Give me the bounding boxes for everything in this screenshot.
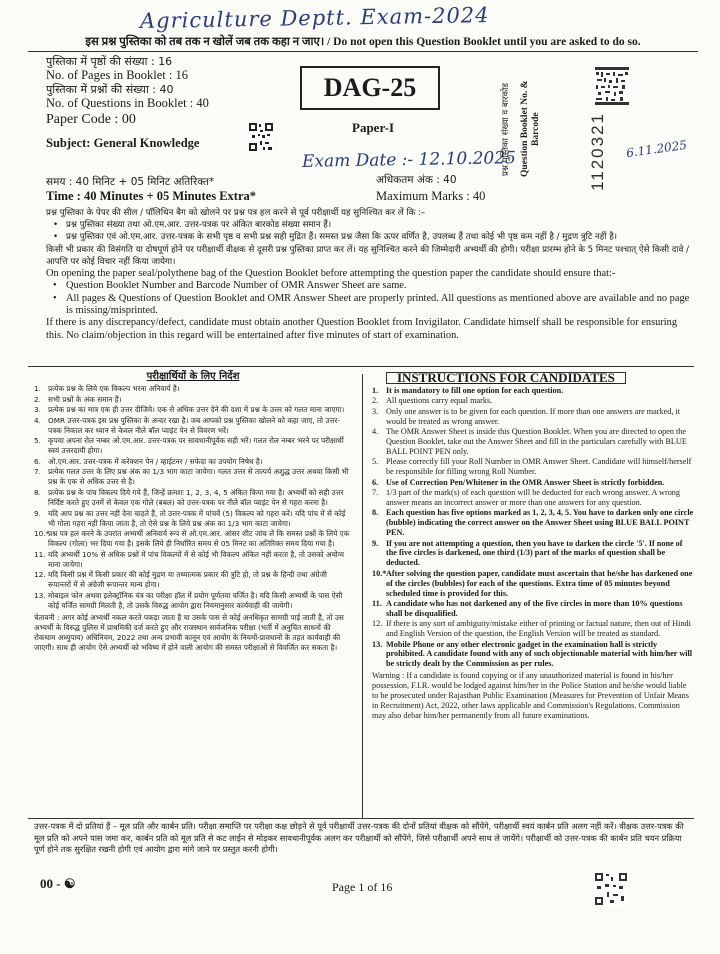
max-marks-english: Maximum Marks : 40 [376, 189, 486, 203]
item-number: 3. [34, 405, 41, 415]
english-instruction-item [372, 619, 694, 639]
item-number: 5. [372, 457, 379, 467]
item-number: 11. [34, 549, 46, 559]
hindi-instruction-item [34, 457, 352, 467]
item-number: 9. [34, 508, 41, 518]
hindi-instruction-item [34, 570, 352, 590]
subject: Subject: General Knowledge [46, 135, 200, 150]
english-instruction-item [372, 386, 694, 396]
handwritten-signature: 6.11.2025 [625, 137, 688, 161]
item-number: 4. [372, 427, 379, 437]
item-number: 10.* [34, 529, 50, 539]
pages-count-english: No. of Pages in Booklet : 16 [46, 68, 189, 83]
item-text: Use of Correction Pen/Whitener in the OMR Answer Sheet is strictly forbidden. [386, 477, 665, 487]
questions-count-english: No. of Questions in Booklet : 40 [46, 95, 209, 110]
item-number: 12. [34, 570, 46, 580]
item-number: 13. [34, 590, 46, 600]
english-instruction-item [372, 488, 694, 508]
english-instruction-item [372, 508, 694, 538]
hindi-instruction-item [34, 550, 352, 570]
item-text: सभी प्रश्नों के अंक समान हैं। [48, 394, 122, 404]
barcode-icon [594, 66, 630, 106]
hindi-instruction-item [34, 436, 352, 456]
item-text: It is mandatory to fill one option for each question. [386, 385, 564, 395]
item-text: After solving the question paper, candidate must ascertain that he/she has darkened one of the circles (bubbles) for each of the questions. Extra time of 05 minutes beyond scheduled time is provided for this. [386, 568, 693, 598]
english-instruction-item [372, 640, 694, 670]
item-text: ओ.एम.आर. उत्तर-पत्रक में करेक्शन पेन / व्हाईटनर / सफेदा का उपयोग निषेध है। [48, 456, 263, 466]
handwritten-exam-date: Exam Date :- 12.10.2025 [301, 148, 517, 172]
item-number: 6. [372, 477, 379, 487]
intro-english-lead: On opening the paper seal/polythene bag of the Question Booklet before attempting the question paper the candidate should ensure that:- [46, 268, 616, 280]
booklet-number-label-english: Question Booklet No. & Barcode [520, 80, 541, 178]
intro-english-point: • All pages & Questions of Question Booklet and OMR Answer Sheet are properly printed. All questions as mentioned above are available and no page is missing/misprinted. [46, 293, 696, 318]
booklet-serial-number: 1120321 [588, 112, 607, 191]
opening-instructions [46, 207, 696, 342]
intro-hindi-tail: किसी भी प्रकार की विसंगति या दोषपूर्ण होने पर परीक्षार्थी वीक्षक से दूसरी प्रश्न पुस्तिका प्राप्त कर लें। यह सुनिश्चित करने की जिम्मेदारी अभ्यर्थी की होगी। परीक्षा प्रारम्भ होने के 5 मिनट पश्चात् ऐसे किसी दावे / आपत्ति पर कोई विचार नहीं किया जायेगा। [46, 244, 689, 267]
hindi-instruction-list [34, 384, 352, 611]
item-number: 11. [372, 598, 382, 608]
item-number: 12. [372, 619, 383, 629]
time-and-marks [46, 174, 486, 205]
item-text: प्रत्येक प्रश्न के पांच विकल्प दिये गये हैं, जिन्हें क्रमशः 1, 2, 3, 4, 5 अंकित किया गया है। अभ्यर्थी को सही उत्तर निर्दिष्ट करते हुए उनमें से केवल एक गोले (बबल) को उत्तर-पत्रक पर नीले बॉल प्वाइंट पेन से गहरा करना है। [48, 488, 344, 508]
top-notice: इस प्रश्न पुस्तिका को तब तक न खोलें जब तक कहा न जाए। / Do not open this Question Booklet until you are asked to do so. [28, 34, 698, 52]
hindi-instruction-item [34, 591, 352, 611]
item-text: The OMR Answer Sheet is inside this Question Booklet. When you are directed to open the Question Booklet, take out the Answer Sheet and fill in the particulars carefully with BLUE BALL POINT PEN only. [386, 427, 687, 456]
time-english: Time : 40 Minutes + 05 Minutes Extra* [46, 189, 257, 203]
intro-hindi-point: • प्रश्न पुस्तिका एवं ओ.एम.आर. उत्तर-पत्रक के सभी पृष्ठ व सभी प्रश्न सही मुद्रित हैं। समस्त प्रश्न जैसा कि ऊपर वर्णित है, उपलब्ध हैं तथा कोई भी पृष्ठ कम नहीं है / मुद्रण त्रुटि नहीं है। [46, 231, 696, 243]
item-text: कृपया अपना रोल नम्बर ओ.एम.आर. उत्तर-पत्रक पर सावधानीपूर्वक सही भरें। गलत रोल नम्बर भरने पर परीक्षार्थी स्वयं उत्तरदायी होगा। [48, 436, 344, 456]
item-number: 10.* [372, 568, 387, 578]
item-text: Mobile Phone or any other electronic gadget in the examination hall is strictly prohibited. A candidate found with any of such objectionable material with him/her will be strictly dealt by the Commission as per rules. [386, 639, 693, 669]
item-number: 3. [372, 406, 379, 416]
item-text: प्रत्येक प्रश्न का मात्र एक ही उत्तर दीजिये। एक से अधिक उत्तर देने की दशा में प्रश्न के उत्तर को गलत माना जाएगा। [48, 405, 345, 415]
hindi-instruction-item [34, 395, 352, 405]
divider [28, 366, 694, 367]
item-number: 5. [34, 436, 41, 446]
booklet-number-label-hindi: प्रश्न पुस्तिका संख्या व बारकोड [501, 83, 511, 177]
english-warning: Warning : If a candidate is found copying or if any unauthorized material is found in his/her possession, F.I.R. would be lodged against him/her in the Police Station and he/she would liable to be prosecuted under Rajasthan Public Examination (Measures for Prevention of Unfair Means in Recruitment) Act, 2022, other laws applicable and Commission's Regulations. Commission may also debar him/her permanently from all future examinations. [372, 671, 689, 720]
item-number: 8. [34, 488, 41, 498]
english-instruction-item [372, 599, 694, 619]
item-number: 9. [372, 538, 379, 548]
item-text: If you are not attempting a question, then you have to darken the circle '5'. If none of the five circles is darkened, one third (1/3) part of the marks of question shall be deducted. [386, 538, 683, 568]
item-text: 1/3 part of the mark(s) of each question will be deducted for each wrong answer. A wrong answer means an incorrect answer or more than one answers for any question. [386, 487, 680, 507]
item-text: Only one answer is to be given for each question. If more than one answers are marked, it would be treated as wrong answer. [386, 406, 680, 426]
time-hindi: समय : 40 मिनिट + 05 मिनिट अतिरिक्त* [46, 176, 215, 188]
max-marks-hindi: अधिकतम अंक : 40 [376, 174, 457, 186]
intro-hindi-lead: प्रश्न पुस्तिका के पेपर की सील / पॉलिथिन बैग को खोलने पर प्रश्न पत्र हल करने से पूर्व परीक्षार्थी यह सुनिश्चित कर लें कि :– [46, 208, 426, 218]
item-text: A candidate who has not darkened any of the five circles in more than 10% questions shall be disqualified. [386, 598, 683, 618]
hindi-instructions [34, 372, 352, 653]
pages-count-hindi: पुस्तिका में पृष्ठों की संख्या : 16 [46, 55, 173, 68]
item-text: प्रत्येक प्रश्न के लिये एक विकल्प भरना अनिवार्य है। [48, 384, 180, 394]
item-number: 4. [34, 415, 41, 425]
footer-barcode-icon [594, 872, 628, 906]
handwritten-exam-title: Agriculture Deptt. Exam-2024 [139, 2, 490, 34]
column-divider [362, 374, 363, 818]
english-instruction-item [372, 539, 694, 569]
intro-hindi-points [46, 219, 696, 243]
item-text: OMR उत्तर-पत्रक इस प्रश्न पुस्तिका के अन्दर रखा है। जब आपको प्रश्न पुस्तिका खोलने को कहा जाए, तो उत्तर-पत्रक निकाल कर ध्यान से केवल नीले बॉल प्वाइंट पेन से विवरण भरें। [48, 415, 341, 435]
hindi-instruction-item [34, 529, 352, 549]
english-instruction-item [372, 478, 694, 488]
hindi-instruction-item [34, 405, 352, 415]
item-text: Each question has five options marked as 1, 2, 3, 4, 5. You have to darken only one circle (bubble) indicating the correct answer on the Answer Sheet using BLUE BALL POINT PEN. [386, 508, 694, 538]
english-instruction-list [372, 386, 694, 669]
english-instructions-title: INSTRUCTIONS FOR CANDIDATES [386, 372, 626, 384]
hindi-instruction-item [34, 488, 352, 508]
footer-code: 00 - ☯ [40, 876, 76, 891]
booklet-code-box: DAG-25 [300, 66, 440, 110]
hindi-instruction-item [34, 467, 352, 487]
item-text: प्रश्न पत्र हल करने के उपरांत अभ्यर्थी अनिवार्य रूप से ओ.एम.आर. आंसर शीट जांच लें कि समस्त प्रश्नों के लिये एक विकल्प (गोला) भर दिया गया है। इसके लिये ही निर्धारित समय से 05 मिनट का अतिरिक्त समय दिया गया है। [48, 529, 350, 549]
qr-code-icon [248, 122, 274, 152]
booklet-details [46, 56, 209, 151]
intro-english-tail: If there is any discrepancy/defect, candidate must obtain another Question Booklet from Invigilator. Candidate himself shall be responsible for ensuring this. No claim/objection in this regard will be entertained after five minutes of start of examination. [46, 317, 678, 341]
paper-code: Paper Code : 00 [46, 112, 136, 128]
hindi-instruction-item [34, 416, 352, 436]
item-number: 2. [372, 396, 379, 406]
item-number: 1. [34, 384, 41, 394]
english-instruction-item [372, 427, 694, 457]
item-text: यदि किसी प्रश्न में किसी प्रकार की कोई मुद्रण या तथ्यात्मक प्रकार की त्रुटि हो, तो प्रश्न के हिन्दी तथा अंग्रेजी रूपान्तरों में से अंग्रेजी रूपान्तर मान्य होगा। [48, 570, 327, 590]
hindi-instructions-title: परीक्षार्थियों के लिए निर्देश [146, 371, 240, 382]
item-text: यदि अभ्यर्थी 10% से अधिक प्रश्नों में पांच विकल्पों में से कोई भी विकल्प अंकित नहीं करता है, तो उसको अयोग्य माना जायेगा। [48, 549, 344, 569]
hindi-instruction-item [34, 384, 352, 394]
item-number: 7. [34, 467, 41, 477]
item-text: यदि आप प्रश्न का उत्तर नहीं देना चाहते हैं, तो उत्तर-पत्रक में पांचवें (5) विकल्प को गहरा करें। यदि पांच में से कोई भी गोला गहरा नहीं किया जाता है, तो ऐसे प्रश्न के लिये प्रश्न अंक का 1/3 भाग काटा जायेगा। [48, 508, 346, 528]
english-instruction-item [372, 396, 694, 406]
english-instruction-item [372, 407, 694, 427]
item-number: 13. [372, 639, 383, 649]
english-instructions [372, 372, 694, 721]
item-number: 6. [34, 456, 41, 466]
hindi-warning: चेतावनी : अगर कोई अभ्यर्थी नकल करते पकड़ा जाता है या उसके पास से कोई अनधिकृत सामग्री पाई जाती है, तो उस अभ्यर्थी के विरुद्ध पुलिस में प्राथमिकी दर्ज करते हुए और राजस्थान सार्वजनिक परीक्षा (भर्ती में अनुचित साधनों की रोकथाम अध्युपाय) अधिनियम, 2022 तथा अन्य प्रभावी कानून एवं आयोग के नियमों-प्रावधानों के तहत कार्यवाही की जाएगी। साथ ही आयोग ऐसे अभ्यर्थी को भविष्य में होने वाली आयोग की समस्त परीक्षाओं से विवर्जित कर सकता है। [34, 613, 344, 653]
item-text: मोबाइल फोन अथवा इलेक्ट्रॉनिक यंत्र का परीक्षा हॉल में प्रयोग पूर्णतया वर्जित है। यदि किसी अभ्यर्थी के पास ऐसी कोई वर्जित सामग्री मिलती है, तो उसके विरुद्ध आयोग द्वारा नियमानुसार कार्यवाही की जायेगी। [48, 590, 343, 611]
intro-english-point: • Question Booklet Number and Barcode Number of OMR Answer Sheet are same. [46, 280, 696, 292]
intro-hindi-point: • प्रश्न पुस्तिका संख्या तथा ओ.एम.आर. उत्तर-पत्रक पर अंकित बारकोड संख्या समान हैं। [46, 219, 696, 231]
item-number: 1. [372, 385, 379, 395]
item-number: 8. [372, 508, 379, 518]
carbon-copy-note: उत्तर-पत्रक में दो प्रतियां हैं – मूल प्रति और कार्बन प्रति। परीक्षा समाप्ति पर परीक्षा कक्ष छोड़ने से पूर्व परीक्षार्थी उत्तर-पत्रक की दोनों प्रतियां वीक्षक को सौंपेंगे, परीक्षार्थी स्वयं कार्बन प्रति अलग नहीं करें। वीक्षक उत्तर-पत्रक की मूल प्रति को अपने पास जमा कर, कार्बन प्रति को मूल प्रति से कट लाईन से मोड़कर सावधानीपूर्वक अलग कर परीक्षार्थी को सौंपेंगे, जिसे परीक्षार्थी अपने साथ ले जायेंगे। परीक्षार्थी को उत्तर-पत्रक की कार्बन प्रति चयन प्रक्रिया पूर्ण होने तक सुरक्षित रखनी होगी एवं आयोग द्वारा मांगे जाने पर प्रस्तुत करनी होगी। [34, 821, 684, 854]
divider [28, 818, 694, 819]
item-number: 2. [34, 394, 41, 404]
questions-count-hindi: पुस्तिका में प्रश्नों की संख्या : 40 [46, 82, 174, 96]
item-text: Please correctly fill your Roll Number in OMR Answer Sheet. Candidate will himself/herself be responsible for filling wrong Roll Number. [386, 457, 692, 477]
intro-english-points [46, 280, 696, 317]
paper-label: Paper-I [352, 120, 395, 135]
hindi-instruction-item [34, 509, 352, 529]
item-text: प्रत्येक गलत उत्तर के लिए प्रश्न अंक का 1/3 भाग काटा जायेगा। गलत उत्तर से तात्पर्य अशुद्ध उत्तर अथवा किसी भी प्रश्न के एक से अधिक उत्तर से है। [48, 467, 349, 487]
english-instruction-item [372, 569, 694, 599]
item-text: All questions carry equal marks. [386, 396, 493, 406]
page-number: Page 1 of 16 [332, 880, 393, 894]
item-text: If there is any sort of ambiguity/mistake either of printing or factual nature, then out of Hindi and English Version of the question, the English Version will be treated as standard. [386, 619, 691, 639]
item-number: 7. [372, 487, 379, 497]
english-instruction-item [372, 457, 694, 477]
